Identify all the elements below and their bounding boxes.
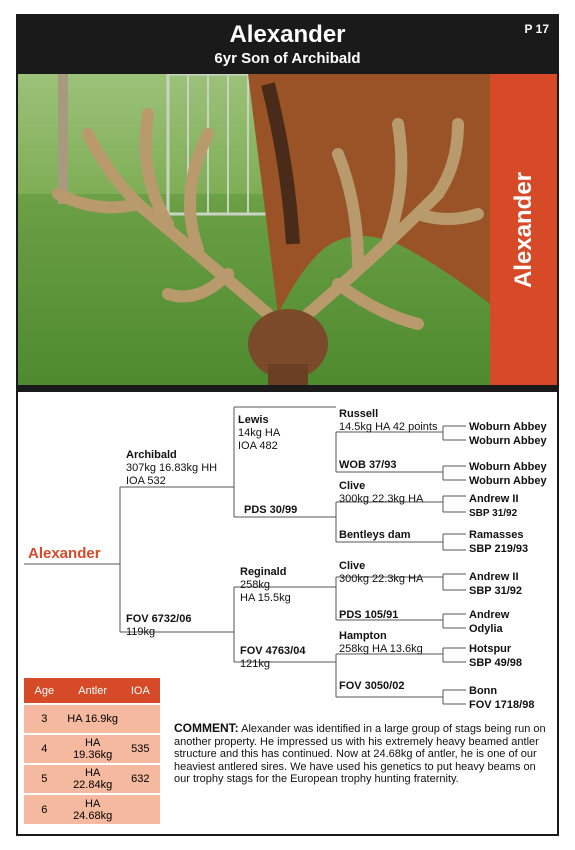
comment-label: COMMENT: bbox=[174, 721, 239, 735]
page-subtitle: 6yr Son of Archibald bbox=[214, 50, 361, 67]
cell-age: 4 bbox=[24, 734, 65, 764]
dam-sire-name: Reginald bbox=[240, 566, 287, 578]
cell-antler: HA 22.84kg bbox=[65, 764, 121, 794]
gg-7 bbox=[339, 630, 423, 656]
col-antler: Antler bbox=[65, 678, 121, 704]
sire-dam-name: PDS 30/99 bbox=[244, 504, 298, 516]
dam-dam-name: FOV 4763/04 bbox=[240, 645, 306, 657]
ggg-1: Woburn Abbey bbox=[469, 421, 547, 433]
ggg-4: Woburn Abbey bbox=[469, 475, 547, 487]
sire-dam bbox=[244, 504, 297, 517]
ggg-3: Woburn Abbey bbox=[469, 461, 547, 473]
col-ioa: IOA bbox=[121, 678, 160, 704]
cell-ioa: 632 bbox=[121, 764, 160, 794]
sire-info-1: 307kg 16.83kg HH bbox=[126, 462, 218, 474]
table-row bbox=[24, 734, 160, 764]
ggg-10: SBP 31/92 bbox=[469, 585, 523, 597]
header bbox=[16, 14, 559, 74]
page-number: P 17 bbox=[524, 22, 549, 36]
gg-5-info: 300kg 22.3kg HA bbox=[339, 573, 424, 585]
sire-name: Archibald bbox=[126, 449, 177, 461]
ggg-12: Odylia bbox=[469, 623, 503, 635]
cell-antler: HA 24.68kg bbox=[65, 794, 121, 824]
sire-info-2: IOA 532 bbox=[126, 475, 166, 487]
antler-history-table bbox=[24, 678, 160, 824]
ggg-15: Bonn bbox=[469, 685, 498, 697]
gg-8-name: FOV 3050/02 bbox=[339, 680, 405, 692]
cell-ioa bbox=[121, 794, 160, 824]
table-row bbox=[24, 794, 160, 824]
gg-6-name: PDS 105/91 bbox=[339, 609, 399, 621]
cell-ioa bbox=[121, 704, 160, 734]
dam-info-1: 119kg bbox=[126, 626, 156, 638]
gg-4 bbox=[339, 529, 411, 542]
dam-dam bbox=[240, 645, 305, 671]
gg-7-info: 258kg HA 13.6kg bbox=[339, 643, 423, 655]
gg-2-name: WOB 37/93 bbox=[339, 459, 397, 471]
page-title: Alexander bbox=[229, 21, 346, 48]
gg-1-info: 14.5kg HA 42 points bbox=[339, 421, 438, 433]
ggg-16: FOV 1718/98 bbox=[469, 699, 535, 711]
dam-sire bbox=[240, 566, 291, 605]
cell-antler: HA 16.9kg bbox=[65, 704, 121, 734]
dam-sire-info-2: HA 15.5kg bbox=[240, 592, 291, 604]
side-name-label: Alexander bbox=[509, 171, 537, 288]
sire-sire-name: Lewis bbox=[238, 414, 269, 426]
sire-sire-info-2: IOA 482 bbox=[238, 440, 278, 452]
dam bbox=[126, 613, 191, 639]
ggg-13: Hotspur bbox=[469, 643, 512, 655]
cell-age: 3 bbox=[24, 704, 65, 734]
dam-sire-info-1: 258kg bbox=[240, 579, 270, 591]
stag-photo-drawing bbox=[18, 74, 490, 385]
gg-8 bbox=[339, 680, 404, 693]
dam-dam-info-1: 121kg bbox=[240, 658, 270, 670]
sire-sire bbox=[238, 414, 280, 453]
gg-3 bbox=[339, 480, 423, 506]
stag-photo bbox=[18, 74, 490, 385]
comment bbox=[174, 722, 550, 786]
gg-3-name: Clive bbox=[339, 480, 366, 492]
ggg-8: SBP 219/93 bbox=[469, 543, 529, 555]
cell-ioa: 535 bbox=[121, 734, 160, 764]
gg-5-name: Clive bbox=[339, 560, 366, 572]
cell-age: 6 bbox=[24, 794, 65, 824]
ggg-7: Ramasses bbox=[469, 529, 524, 541]
dam-name: FOV 6732/06 bbox=[126, 613, 192, 625]
comment-text: Alexander was identified in a large group of stags being run on another property. He impressed us with his extremely heavy beamed antler structure and this has continued. Now at 24.68kg of antler, he is one of our heaviest antlered sires. We have used his genetics to put heavy beams on our trophy stags for the European trophy hunting fraternity. bbox=[174, 723, 546, 785]
subject-name: Alexander bbox=[28, 545, 101, 562]
gg-1-name: Russell bbox=[339, 408, 379, 420]
gg-2 bbox=[339, 459, 396, 472]
gg-7-name: Hampton bbox=[339, 630, 387, 642]
gg-1 bbox=[339, 408, 437, 434]
gg-3-info: 300kg 22.3kg HA bbox=[339, 493, 424, 505]
gg-4-name: Bentleys dam bbox=[339, 529, 411, 541]
sire-sire-info-1: 14kg HA bbox=[238, 427, 281, 439]
ggg-9: Andrew II bbox=[469, 571, 519, 583]
gg-5 bbox=[339, 560, 423, 586]
side-name-tab bbox=[490, 74, 557, 385]
cell-antler: HA 19.36kg bbox=[65, 734, 121, 764]
ggg-6: SBP 31/92 bbox=[469, 508, 518, 519]
sire bbox=[126, 449, 217, 488]
col-age: Age bbox=[24, 678, 65, 704]
gg-6 bbox=[339, 609, 398, 622]
cell-age: 5 bbox=[24, 764, 65, 794]
ggg-5: Andrew II bbox=[469, 493, 519, 505]
ggg-11: Andrew bbox=[469, 609, 510, 621]
table-header-row bbox=[24, 678, 160, 704]
pedigree-panel bbox=[18, 392, 557, 834]
ggg-14: SBP 49/98 bbox=[469, 657, 523, 669]
table-row bbox=[24, 704, 160, 734]
table-row bbox=[24, 764, 160, 794]
ggg-2: Woburn Abbey bbox=[469, 435, 547, 447]
